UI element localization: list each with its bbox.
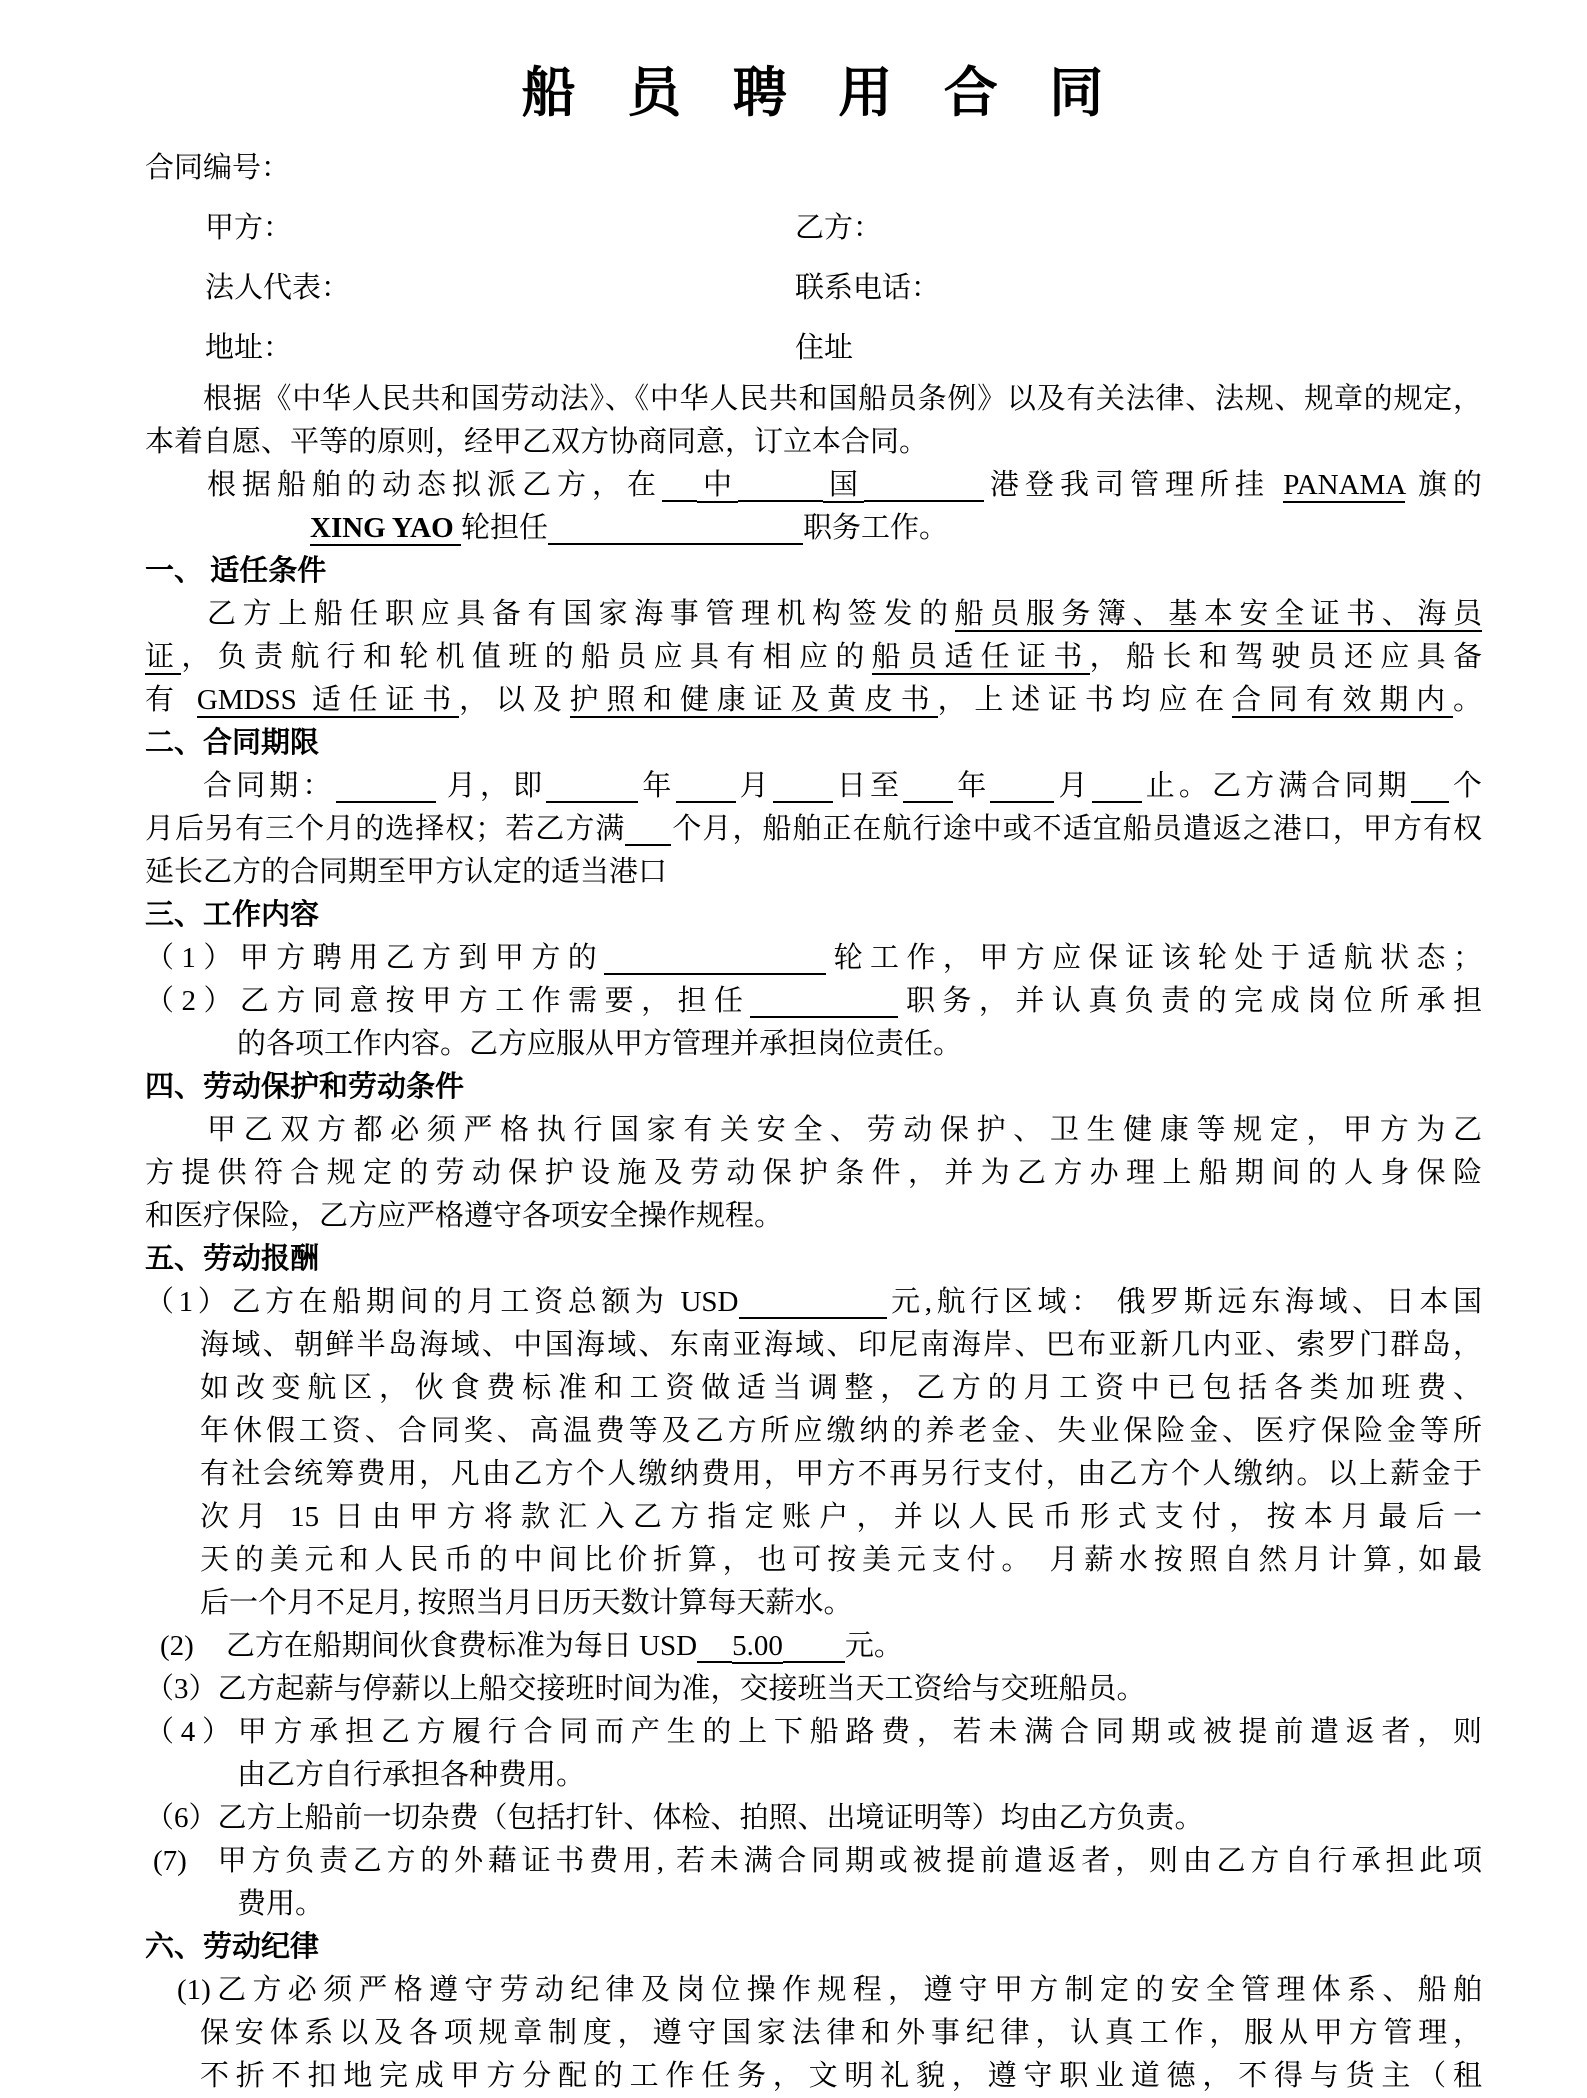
text-segment: （2）乙方同意按甲方工作需要，担任 xyxy=(145,985,751,1017)
text-segment: USD xyxy=(639,1630,698,1662)
blank-field xyxy=(990,765,1054,803)
text-segment: 一、 适任条件 xyxy=(145,555,327,587)
spacer xyxy=(194,1625,226,1626)
doc-line xyxy=(145,851,1482,894)
doc-line xyxy=(145,636,1482,679)
doc-line xyxy=(145,679,1482,722)
text-segment: 轮工作，甲方应保证该轮处于适航状态； xyxy=(826,942,1482,974)
underlined-text: 中 xyxy=(697,469,738,501)
blank-field xyxy=(548,507,803,545)
text-segment: 职务工作。 xyxy=(802,512,948,544)
blank-field xyxy=(546,765,638,803)
text-segment: 联系电话： xyxy=(795,272,941,304)
section-heading xyxy=(145,550,1482,593)
text-segment: 职务，并认真负责的完成岗位所承担 xyxy=(898,985,1482,1017)
text-segment: 本着自愿、平等的原则，经甲乙双方协商同意，订立本合同。 xyxy=(145,426,929,458)
underlined-text: 证 xyxy=(145,641,182,673)
doc-line xyxy=(145,1625,1482,1668)
text-segment: ，上述证书均应在 xyxy=(937,684,1233,716)
blank-field xyxy=(738,464,823,502)
doc-line xyxy=(145,1668,1482,1711)
party-info-row xyxy=(145,318,1482,378)
text-segment: （1）甲方聘用乙方到甲方的 xyxy=(145,942,605,974)
text-segment: ，船长和驾驶员还应具备 xyxy=(1089,641,1482,673)
text-segment: 元。 xyxy=(844,1630,903,1662)
doc-line xyxy=(145,1840,1482,1883)
text-segment: 。 xyxy=(1452,684,1482,716)
text-segment: 日至 xyxy=(832,770,904,802)
doc-line xyxy=(145,1281,1482,1324)
text-segment: 港登我司管理所挂 xyxy=(984,469,1284,501)
underlined-text: GMDSS 适任证书 xyxy=(196,684,460,716)
blank-field xyxy=(676,765,736,803)
text-segment: 和医疗保险，乙方应严格遵守各项安全操作规程。 xyxy=(145,1200,784,1232)
underlined-text: 船员服务簿、基本安全证书、海员 xyxy=(954,598,1482,630)
section-heading xyxy=(145,1238,1482,1281)
text-segment: 天的美元和人民币的中间比价折算，也可按美元支付。 月薪水按照自然月计算, 如最 xyxy=(200,1544,1482,1576)
doc-line xyxy=(145,2055,1482,2098)
blank-field xyxy=(750,980,898,1018)
text-segment: 月 xyxy=(735,770,773,802)
contract-title xyxy=(145,60,1482,126)
text-segment: 甲方： xyxy=(205,212,293,244)
spacer xyxy=(187,1840,213,1841)
doc-line xyxy=(145,1883,1482,1926)
underlined-text: PANAMA xyxy=(1283,469,1405,501)
underlined-text: 船员适任证书 xyxy=(871,641,1090,673)
text-segment: 根据船舶的动态拟派乙方，在 xyxy=(207,469,662,501)
section-heading xyxy=(145,722,1482,765)
party-info-row xyxy=(145,138,1482,198)
text-segment: 不折不扣地完成甲方分配的工作任务，文明礼貌，遵守职业道德，不得与货主（租 xyxy=(200,2060,1482,2092)
doc-line xyxy=(145,765,1482,808)
text-segment: 费用。 xyxy=(237,1888,325,1920)
blank-field xyxy=(662,464,697,502)
section-heading xyxy=(145,1066,1482,1109)
underlined-text: XING YAO xyxy=(310,512,461,544)
blank-field xyxy=(697,1625,732,1663)
text-segment: 六、劳动纪律 xyxy=(145,1931,320,1963)
text-segment: 次月 xyxy=(200,1501,291,1533)
text-segment: 年 xyxy=(953,770,991,802)
text-segment: 的各项工作内容。乙方应服从甲方管理并承担岗位责任。 xyxy=(237,1028,963,1060)
text-segment: 延长乙方的合同期至甲方认定的适当港口 xyxy=(145,856,668,888)
text-segment: （1）乙方在船期间的月工资总额为 xyxy=(145,1286,681,1318)
text-segment: 合同期： xyxy=(203,770,336,802)
text-segment: 个 xyxy=(1448,770,1482,802)
text-segment: 日由甲方将款汇入乙方指定账户，并以人民币形式支付，按本月最后一 xyxy=(319,1501,1482,1533)
doc-line xyxy=(145,1711,1482,1754)
underlined-text: 国 xyxy=(823,469,864,501)
doc-line xyxy=(145,1324,1482,1367)
doc-line xyxy=(145,1539,1482,1582)
text-segment: 年 xyxy=(638,770,676,802)
doc-line xyxy=(145,1367,1482,1410)
text-segment: （6）乙方上船前一切杂费（包括打针、体检、拍照、出境证明等）均由乙方负责。 xyxy=(145,1802,1204,1834)
text-segment: 15 xyxy=(290,1501,320,1533)
doc-line xyxy=(145,1496,1482,1539)
text-segment: ，以及 xyxy=(459,684,570,716)
text-segment: 轮担任 xyxy=(460,512,548,544)
doc-line xyxy=(145,1152,1482,1195)
text-segment: 地址： xyxy=(205,332,293,364)
text-segment: （3）乙方起薪与停薪以上船交接班时间为准，交接班当天工资给与交班船员。 xyxy=(145,1673,1146,1705)
text-segment: 有社会统筹费用，凡由乙方个人缴纳费用，甲方不再另行支付，由乙方个人缴纳。以上薪金于 xyxy=(200,1458,1482,1490)
doc-line xyxy=(145,1582,1482,1625)
text-segment: 五、劳动报酬 xyxy=(145,1243,320,1275)
text-segment: 甲方负责乙方的外藉证书费用, 若未满合同期或被提前遣返者，则由乙方自行承担此项 xyxy=(212,1845,1482,1877)
blank-field xyxy=(903,765,953,803)
text-segment: 三、工作内容 xyxy=(145,899,320,931)
party-info-row xyxy=(145,198,1482,258)
text-segment: 方提供符合规定的劳动保护设施及劳动保护条件，并为乙方办理上船期间的人身保险 xyxy=(145,1157,1482,1189)
blank-field xyxy=(336,765,436,803)
blank-field xyxy=(1092,765,1142,803)
text-segment: 年休假工资、合同奖、高温费等及乙方所应缴纳的养老金、失业保险金、医疗保险金等所 xyxy=(200,1415,1482,1447)
text-segment: 后一个月不足月, 按照当月日历天数计算每天薪水。 xyxy=(200,1587,853,1619)
doc-line xyxy=(145,937,1482,980)
doc-line xyxy=(145,808,1482,851)
blank-field xyxy=(625,808,671,846)
doc-line xyxy=(145,1969,1482,2012)
doc-line xyxy=(145,1453,1482,1496)
doc-line xyxy=(145,980,1482,1023)
text-segment: 四、劳动保护和劳动条件 xyxy=(145,1071,465,1103)
doc-line xyxy=(145,378,1482,421)
text-segment: 住址 xyxy=(795,332,854,364)
text-segment: 根据《中华人民共和国劳动法》、《中华人民共和国船员条例》以及有关法律、法规、规章的规定， xyxy=(203,383,1482,415)
text-segment: 月，即 xyxy=(435,770,547,802)
doc-line xyxy=(145,1410,1482,1453)
text-segment: 如改变航区，伙食费标准和工资做适当调整，乙方的月工资中已包括各类加班费、 xyxy=(200,1372,1482,1404)
text-segment: 船 员 聘 用 合 同 xyxy=(521,63,1106,123)
text-segment: 甲乙双方都必须严格执行国家有关安全、劳动保护、卫生健康等规定，甲方为乙 xyxy=(207,1114,1482,1146)
party-info-row xyxy=(145,258,1482,318)
underlined-text: 5.00 xyxy=(732,1630,783,1662)
section-heading xyxy=(145,1926,1482,1969)
text-segment: 月后另有三个月的选择权；若乙方满 xyxy=(145,813,626,845)
doc-line xyxy=(145,1023,1482,1066)
text-segment: 元,航行区域： 俄罗斯远东海域、日本国 xyxy=(886,1286,1482,1318)
doc-line xyxy=(145,1109,1482,1152)
underlined-text: 护照和健康证及黄皮书 xyxy=(569,684,938,716)
text-segment: 个月，船舶正在航行途中或不适宜船员遣返之港口，甲方有权 xyxy=(671,813,1482,845)
text-segment: 月 xyxy=(1054,770,1092,802)
doc-line xyxy=(145,593,1482,636)
blank-field xyxy=(1411,765,1449,803)
text-segment: (2) xyxy=(160,1630,194,1662)
text-segment: (7) xyxy=(153,1845,187,1877)
text-segment: 保安体系以及各项规章制度，遵守国家法律和外事纪律，认真工作，服从甲方管理， xyxy=(200,2017,1482,2049)
doc-line xyxy=(145,421,1482,464)
doc-line xyxy=(145,464,1482,507)
text-segment: （4）甲方承担乙方履行合同而产生的上下船路费，若未满合同期或被提前遣返者，则 xyxy=(145,1716,1482,1748)
section-heading xyxy=(145,894,1482,937)
blank-field xyxy=(783,1625,845,1663)
doc-line xyxy=(145,1797,1482,1840)
text-segment: 二、合同期限 xyxy=(145,727,320,759)
blank-field xyxy=(604,937,826,975)
doc-line xyxy=(145,507,1482,550)
text-segment: 法人代表： xyxy=(205,272,351,304)
doc-line xyxy=(145,2012,1482,2055)
text-segment: 乙方必须严格遵守劳动纪律及岗位操作规程，遵守甲方制定的安全管理体系、船舶 xyxy=(210,1974,1482,2006)
text-segment: 由乙方自行承担各种费用。 xyxy=(237,1759,586,1791)
blank-field xyxy=(864,464,984,502)
text-segment: 旗的 xyxy=(1404,469,1482,501)
blank-field xyxy=(773,765,833,803)
text-segment: 有 xyxy=(145,684,197,716)
text-segment: 合同编号： xyxy=(145,152,291,184)
blank-field xyxy=(739,1281,887,1319)
doc-line xyxy=(145,1195,1482,1238)
underlined-text: 合同有效期内 xyxy=(1232,684,1453,716)
text-segment: 乙方在船期间伙食费标准为每日 xyxy=(225,1630,640,1662)
text-segment: 乙方： xyxy=(795,212,883,244)
text-segment: USD xyxy=(680,1286,739,1318)
text-segment: 止。乙方满合同期 xyxy=(1141,770,1411,802)
text-segment: (1) xyxy=(177,1974,211,2006)
doc-line xyxy=(145,1754,1482,1797)
text-segment: 乙方上船任职应具备有国家海事管理机构签发的 xyxy=(207,598,955,630)
text-segment: 海域、朝鲜半岛海域、中国海域、东南亚海域、印尼南海岸、巴布亚新几内亚、索罗门群岛， xyxy=(200,1329,1482,1361)
text-segment: ，负责航行和轮机值班的船员应具有相应的 xyxy=(181,641,872,673)
